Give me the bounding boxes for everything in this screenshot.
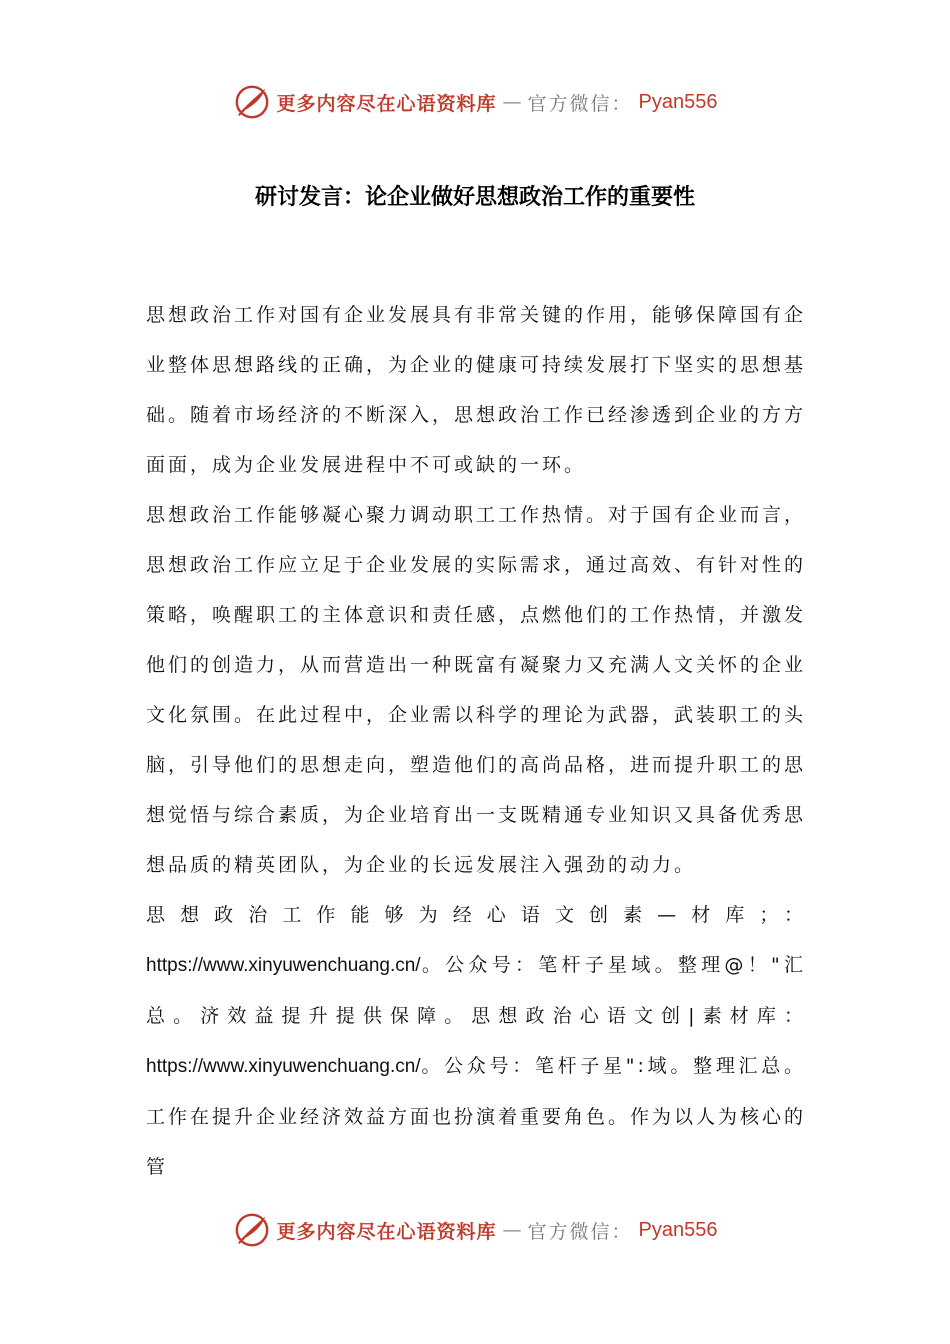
quill-pen-logo-icon bbox=[233, 83, 271, 121]
document-title: 研讨发言：论企业做好思想政治工作的重要性 bbox=[254, 184, 695, 210]
banner-wechat-label: 官方微信： bbox=[527, 92, 633, 115]
banner-wechat-id: Pyan556 bbox=[638, 1218, 718, 1241]
banner-wechat-id: Pyan556 bbox=[638, 90, 718, 113]
website-link[interactable]: https://www.xinyuwenchuang.cn/ bbox=[146, 1056, 421, 1077]
paragraph-text: 。公众号：笔杆子星":域。整理汇总。工作在提升企业经济效益方面也扮演着重要角色。作为以人为核心的管 bbox=[146, 1055, 807, 1178]
banner-site-text: 更多内容尽在心语资料库 bbox=[276, 1220, 497, 1243]
paragraph-text: 思想政治工作能够为经心语文创素—材库；： bbox=[146, 904, 806, 926]
footer-banner bbox=[0, 1210, 950, 1250]
paragraph: 思想政治工作能够凝心聚力调动职工工作热情。对于国有企业而言，思想政治工作应立足于企业发展的实际需求，通过高效、有针对性的策略，唤醒职工的主体意识和责任感，点燃他们的工作热情，并激发他们的创造力，从而营造出一种既富有凝聚力又充满人文关怀的企业文化氛围。在此过程中，企业需以科学的理论为武器，武装职工的头脑，引导他们的思想走向，塑造他们的高尚品格，进而提升职工的思想觉悟与综合素质，为企业培育出一支既精通专业知识又具备优秀思想品质的精英团队，为企业的长远发展注入强劲的动力。 bbox=[146, 504, 807, 876]
paragraph-text: 。公众号：笔杆子星域。整理@！"汇总。济效益提升提供保障。思想政治心语文创|素材库： bbox=[146, 954, 806, 1027]
header-banner bbox=[0, 82, 950, 122]
banner-site-text: 更多内容尽在心语资料库 bbox=[276, 92, 497, 115]
document-body bbox=[146, 290, 806, 1192]
website-link[interactable]: https://www.xinyuwenchuang.cn/ bbox=[146, 955, 421, 976]
paragraph: 思想政治工作对国有企业发展具有非常关键的作用，能够保障国有企业整体思想路线的正确，为企业的健康可持续发展打下坚实的思想基础。随着市场经济的不断深入，思想政治工作已经渗透到企业的方方面面，成为企业发展进程中不可或缺的一环。 bbox=[146, 304, 807, 476]
quill-pen-logo-icon bbox=[233, 1211, 271, 1249]
banner-dash: — bbox=[502, 91, 522, 113]
banner-wechat-label: 官方微信： bbox=[527, 1220, 633, 1243]
paragraph-with-links bbox=[146, 890, 806, 1192]
banner-dash: — bbox=[502, 1219, 522, 1241]
